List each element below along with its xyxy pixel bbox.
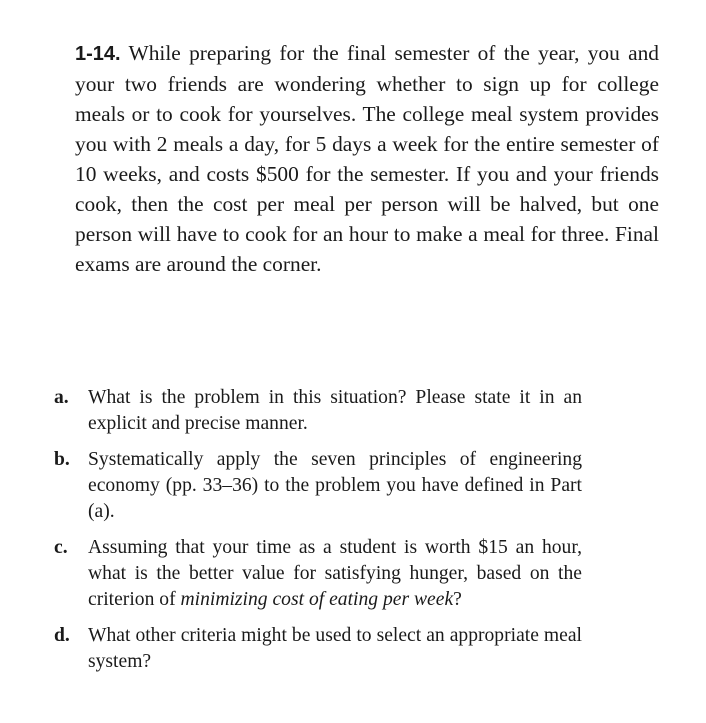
question-part-c (54, 535, 582, 613)
problem-statement (75, 38, 659, 279)
problem-number: 1-14. (75, 43, 121, 65)
question-part-d (54, 623, 582, 675)
part-text: What other criteria might be used to select an appropriate meal system? (88, 625, 582, 672)
part-text: Assuming that your time as a student is worth $15 an hour, what is the better value for satisfying hunger, based on the criterion of (88, 537, 582, 610)
part-letter: a. (54, 387, 69, 408)
part-letter: d. (54, 625, 70, 646)
part-letter: b. (54, 449, 70, 470)
part-letter: c. (54, 537, 68, 558)
part-text: What is the problem in this situation? Please state it in an explicit and precise manner. (88, 387, 582, 434)
problem-text: While preparing for the final semester of the year, you and your two friends are wondering whether to sign up for college meals or to cook for yourselves. The college meal system provides you with 2 meals a day, for 5 days a week for the entire semester of 10 weeks, and costs $500 for the semester. If you and your friends cook, then the cost per meal per person will be halved, but one person will have to cook for an hour to make a meal for three. Final exams are around the corner. (75, 41, 660, 276)
part-text-end: ? (453, 589, 462, 610)
part-text: Systematically apply the seven principles of engineering economy (pp. 33–36) to the problem you have defined in Part (a). (88, 449, 582, 522)
question-parts-list (54, 385, 582, 685)
part-text-italic: minimizing cost of eating per week (180, 589, 454, 610)
question-part-b (54, 447, 582, 525)
question-part-a (54, 385, 582, 437)
